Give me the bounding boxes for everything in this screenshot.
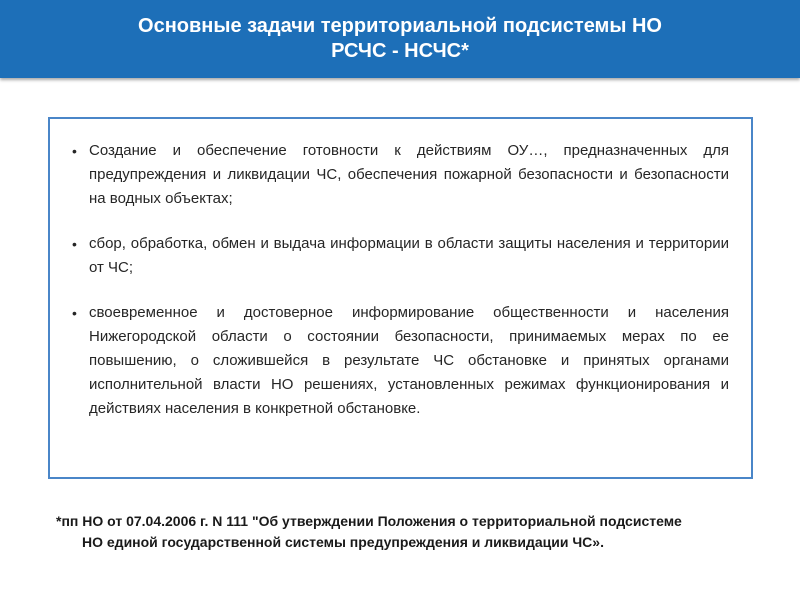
bullet-icon: • [72,143,77,159]
bullet-icon: • [72,236,77,252]
slide-header [0,0,800,78]
task-text-3: своевременное и достоверное информирование общественности и населения Нижегородской области о состоянии безопасности, принимаемых мерах по ее повышению, о сложившейся в результате ЧС обстановке и принятых органами исполнительной власти НО решениях, установленных режимах функционирования и действиях населения в конкретной обстановке. [89,304,729,417]
bullet-icon: • [72,305,77,321]
tasks-box [48,117,753,479]
task-text-2: сбор, обработка, обмен и выдача информации в области защиты населения и территории от ЧС; [89,235,729,276]
task-item-2 [72,232,729,280]
header-title-line1: Основные задачи территориальной подсистемы НО [138,15,662,37]
task-item-1 [72,139,729,211]
task-item-3 [72,301,729,421]
task-list [72,139,729,421]
footnote-line2: НО единой государственной системы предупреждения и ликвидации ЧС». [82,534,604,550]
header-title-line2: РСЧС - НСЧС* [331,40,469,62]
footnote-line1: *пп НО от 07.04.2006 г. N 111 "Об утверждении Положения о территориальной подсистеме [56,513,682,529]
task-text-1: Создание и обеспечение готовности к действиям ОУ…, предназначенных для предупреждения и ликвидации ЧС, обеспечения пожарной безопасности и безопасности на водных объектах; [89,142,729,207]
footnote [56,511,776,553]
